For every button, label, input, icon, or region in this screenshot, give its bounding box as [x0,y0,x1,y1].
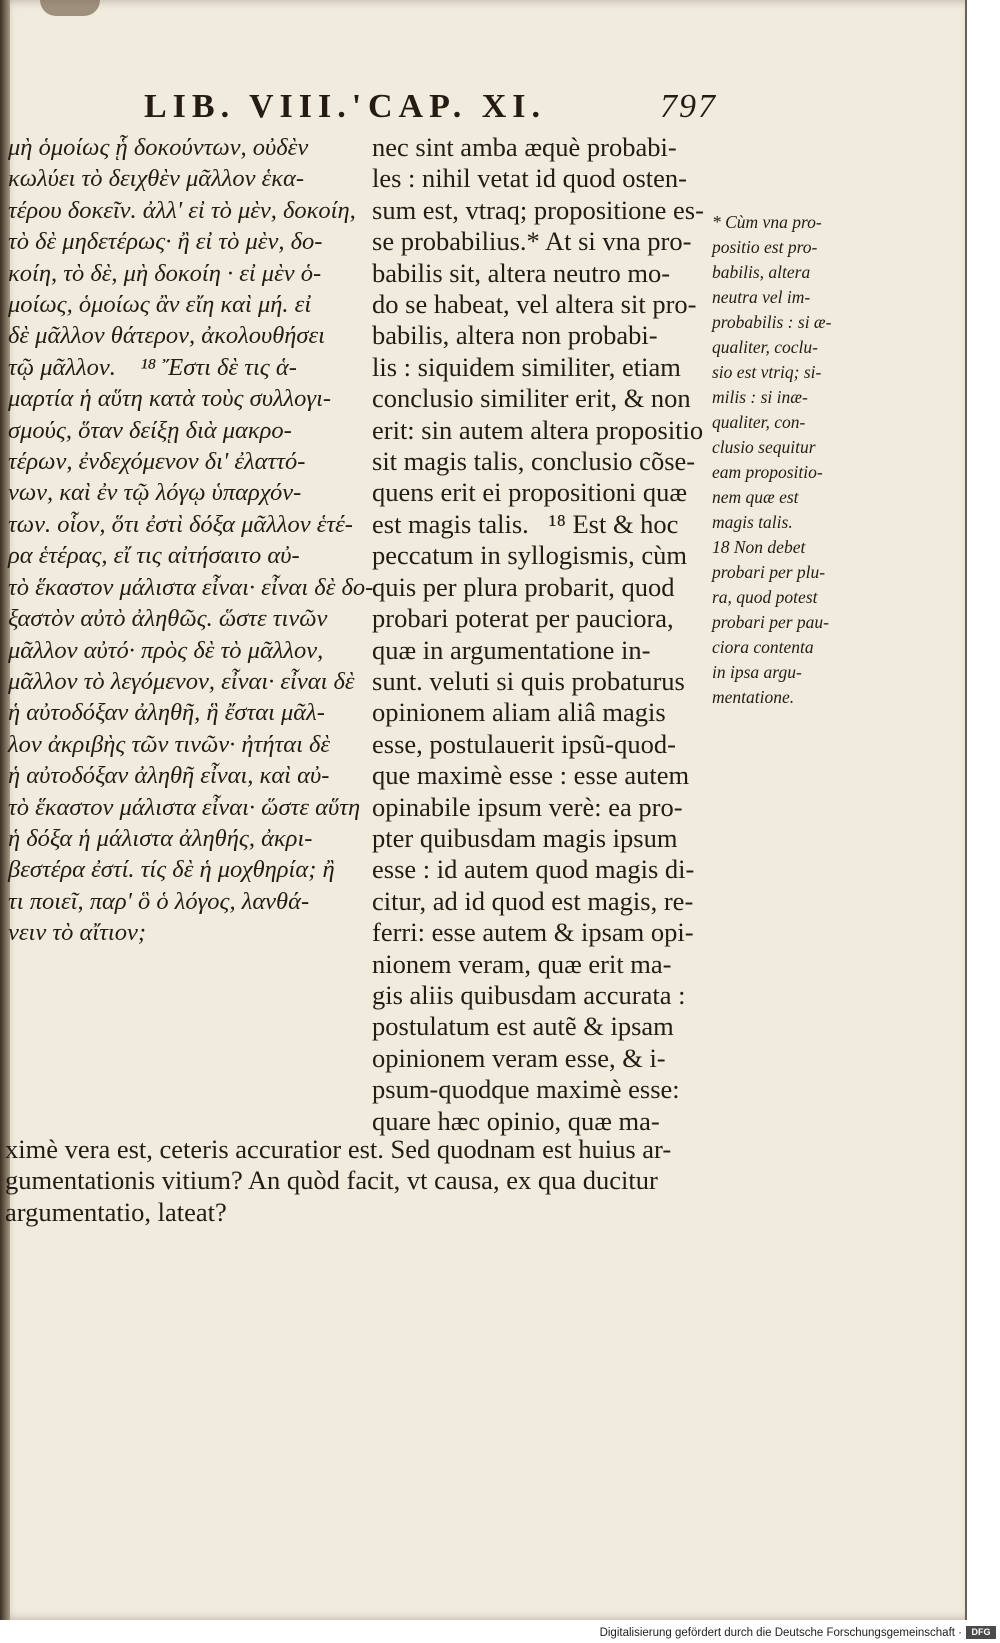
latin-line: babilis sit, altera neutro mo- [372,257,671,288]
latin-line: peccatum in syllogismis, cùm [372,540,688,571]
greek-line: ἡ αὐτοδόξαν ἀληθῆ εἶναι, καὶ αὐ- [8,762,330,790]
latin-line: se probabilius.* At si vna pro- [372,226,692,257]
marginal-note-line: mentatione. [712,687,795,707]
marginal-note-line: eam propositio- [712,462,823,482]
latin-line: sunt. veluti si quis probaturus [372,665,685,696]
marginal-note-line: * Cùm vna pro- [712,212,822,232]
greek-line: κωλύει τὸ δειχθὲν μᾶλλον ἑκα- [8,165,305,193]
greek-line: νειν τὸ αἴτιον; [8,919,147,947]
marginal-note-line: clusio sequitur [712,437,816,457]
greek-line: ἡ αὐτοδόξαν ἀληθῆ, ἣ ἔσται μᾶλ- [8,699,325,727]
greek-line: μαρτία ἡ αὕτη κατὰ τοὺς συλλογι- [8,385,332,413]
marginal-note-line: probari per pau- [712,612,829,632]
marginal-note-line: 18 Non debet [712,537,806,557]
marginal-note-line: babilis, altera [712,262,811,282]
marginal-note-line: positio est pro- [712,237,818,257]
page-stain [40,0,100,16]
dfg-logo: DFG [966,1626,996,1639]
greek-line: των. οἷον, ὅτι ἐστὶ δόξα μᾶλλον ἑτέ- [8,510,353,538]
marginal-note-line: ra, quod potest [712,587,818,607]
latin-line: opinabile ipsum verè: ea pro- [372,791,683,822]
latin-line: sit magis talis, conclusio cõse- [372,446,696,477]
greek-line: μοίως, ὁμοίως ἂν εἴη καὶ μή. εἰ [8,291,312,319]
page-number: 797 [660,88,717,125]
latin-line: conclusio similiter erit, & non [372,383,691,414]
latin-line: quis per plura probarit, quod [372,571,675,602]
marginal-note-line: in ipsa argu- [712,662,802,682]
greek-line: τὸ δὲ μηδετέρως· ἢ εἰ τὸ μὲν, δο- [8,228,323,256]
latin-line: probari poterat per pauciora, [372,603,674,634]
greek-line: τέρου δοκεῖν. ἀλλ' εἰ τὸ μὲν, δοκοίη, [8,196,356,224]
greek-line: βεστέρα ἐστί. τίς δὲ ἡ μοχθηρία; ἢ [8,856,335,884]
full-width-text [5,1134,671,1228]
latin-line: gis aliis quibusdam accurata : [372,979,686,1010]
latin-line: nec sint amba æquè probabi- [372,132,677,162]
latin-line: psum-quodque maximè esse: [372,1074,680,1105]
greek-text-column [8,132,373,949]
latin-text-column [372,132,704,1137]
latin-line: opinionem aliam aliâ magis [372,697,666,728]
greek-line: μᾶλλον αὐτό· πρὸς δὲ τὸ μᾶλλον, [8,636,324,664]
latin-line: erit: sin autem altera propositio [372,414,704,445]
running-head-chapter: CAP. XI. [368,88,547,125]
greek-line: σμούς, ὅταν δείξῃ διὰ μακρο- [8,416,292,444]
greek-line: νων, καὶ ἐν τῷ λόγῳ ὑπαρχόν- [8,479,302,507]
marginal-note-line: sio est vtriq; si- [712,362,822,382]
full-width-line: gumentationis vitium? An quòd facit, vt causa, ex qua ducitur [5,1165,658,1196]
latin-line: lis : siquidem similiter, etiam [372,351,681,382]
latin-line: postulatum est autẽ & ipsam [372,1011,674,1042]
latin-line: quæ in argumentatione in- [372,634,651,665]
greek-line: λον ἀκριβὴς τῶν τινῶν· ἠτήται δὲ [8,730,331,758]
marginal-note [712,210,831,710]
greek-line: κοίη, τὸ δὲ, μὴ δοκοίη · εἰ μὲν ὁ- [8,259,322,287]
latin-line: les : nihil vetat id quod osten- [372,163,688,194]
latin-line: citur, ad id quod est magis, re- [372,885,694,916]
latin-line: ferri: esse autem & ipsam opi- [372,917,694,948]
latin-line: do se habeat, vel altera sit pro- [372,289,697,320]
digitization-footer [0,1624,1000,1643]
marginal-note-line: milis : si inæ- [712,387,808,407]
greek-line: ἡ δόξα ἡ μάλιστα ἀληθής, ἀκρι- [8,824,313,852]
greek-line: τέρων, ἐνδεχόμενον δι' ἐλαττό- [8,448,306,476]
marginal-note-line: probari per plu- [712,562,826,582]
latin-line: opinionem veram esse, & i- [372,1042,666,1073]
latin-line: quare hæc opinio, quæ ma- [372,1105,660,1136]
marginal-note-line: neutra vel im- [712,287,811,307]
running-head-book: LIB. VIII.' [144,88,368,125]
greek-line: τι ποιεῖ, παρ' ὃ ὁ λόγος, λανθά- [8,887,310,915]
latin-line: esse, postulauerit ipsũ-quod- [372,728,676,759]
greek-line: μὴ ὁμοίως ᾗ δοκούντων, οὐδὲν [8,134,309,161]
greek-line: τὸ ἕκαστον μάλιστα εἶναι· ὥστε αὕτη [8,793,361,821]
greek-line: τῷ μᾶλλον. ¹⁸ Ἔστι δὲ τις ἁ- [8,353,297,381]
latin-line: babilis, altera non probabi- [372,320,658,351]
greek-line: τὸ ἕκαστον μάλιστα εἶναι· εἶναι δὲ δο- [8,573,374,601]
marginal-note-line: magis talis. [712,512,793,532]
full-width-line: ximè vera est, ceteris accuratior est. Sed quodnam est huius ar- [5,1134,672,1164]
latin-line: quens erit ei propositioni quæ [372,477,688,508]
greek-line: ρα ἑτέρας, εἴ τις αἰτήσαιτο αὐ- [8,542,300,570]
latin-line: pter quibusdam magis ipsum [372,822,678,853]
latin-line: nionem veram, quæ erit ma- [372,948,672,979]
greek-line: δὲ μᾶλλον θάτερον, ἀκολουθήσει [8,322,325,350]
latin-line: que maximè esse : esse autem [372,760,690,791]
marginal-note-line: nem quæ est [712,487,799,507]
full-width-line: argumentatio, lateat? [5,1196,227,1227]
latin-line: esse : id autem quod magis di- [372,854,695,885]
greek-line: ξαστὸν αὐτὸ ἀληθῶς. ὥστε τινῶν [8,605,328,633]
latin-line: est magis talis. ¹⁸ Est & hoc [372,508,679,539]
marginal-note-line: probabilis : si æ- [712,312,832,332]
marginal-note-line: qualiter, con- [712,412,806,432]
latin-line: sum est, vtraq; propositione es- [372,194,704,225]
footer-credit: Digitalisierung gefördert durch die Deutsche Forschungsgemeinschaft · [599,1627,962,1639]
marginal-note-line: qualiter, coclu- [712,337,818,357]
marginal-note-line: ciora contenta [712,637,814,657]
greek-line: μᾶλλον τὸ λεγόμενον, εἶναι· εἶναι δὲ [8,667,355,695]
